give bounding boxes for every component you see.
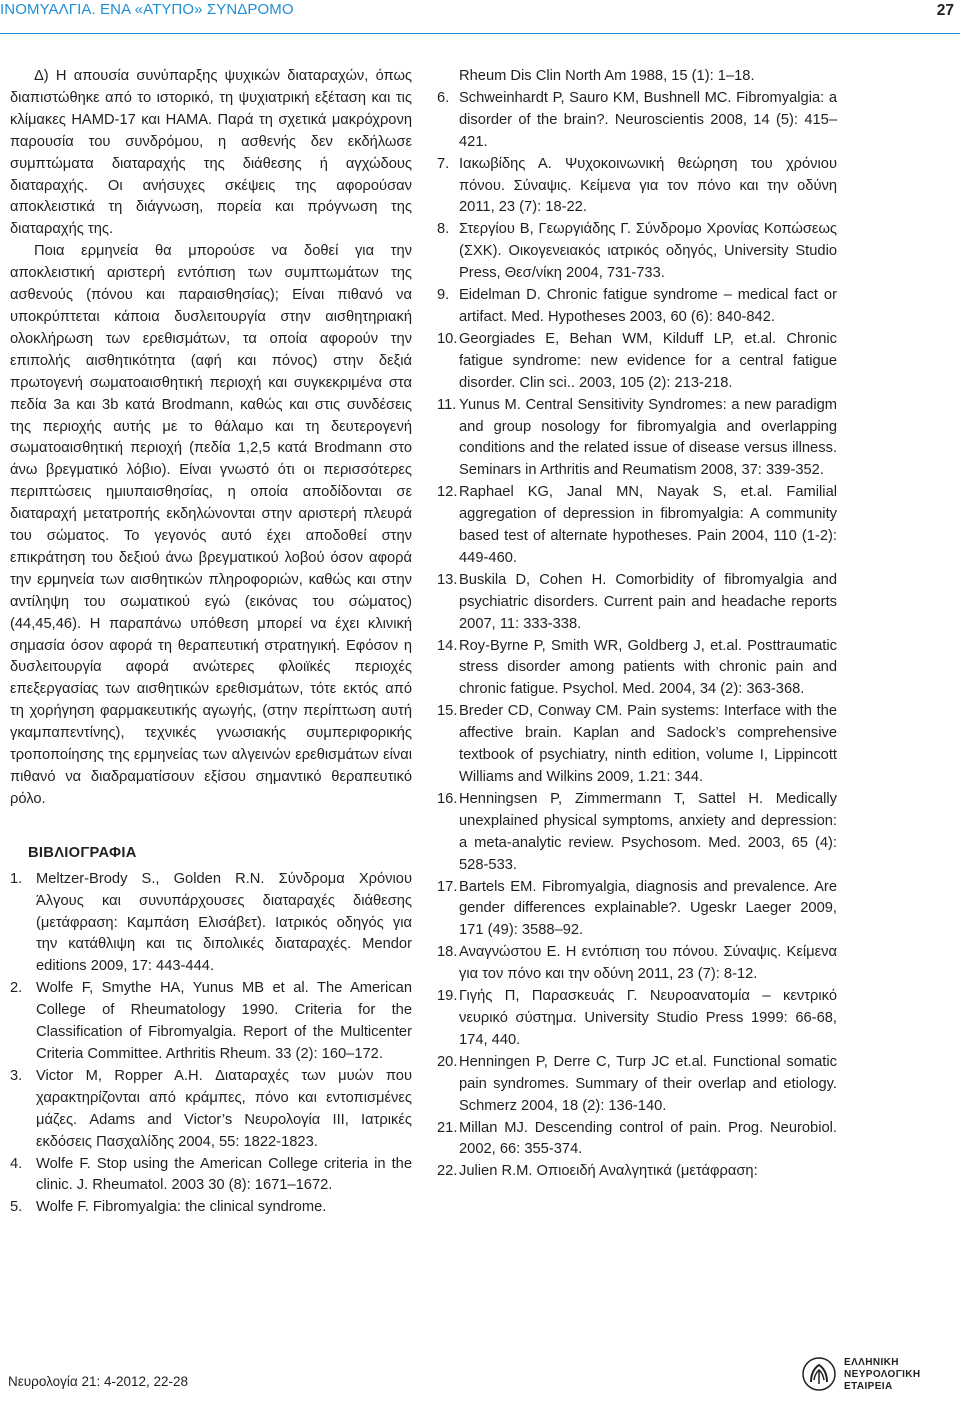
society-logo-icon (802, 1357, 836, 1391)
header-rule (0, 33, 960, 34)
footer-citation: Νευρολογία 21: 4-2012, 22-28 (8, 1374, 189, 1389)
running-title: ΙΝΟΜΥΑΛΓΙΑ. ΕΝΑ «ΑΤΥΠΟ» ΣΥΝΔΡΟΜΟ (0, 1, 294, 18)
reference-item (10, 1197, 412, 1219)
reference-number: 3. (10, 1067, 23, 1084)
reference-number: 17. (437, 878, 458, 895)
body-paragraph: Δ) Η απουσία συνύπαρξης ψυχικών διαταραχών, όπως διαπιστώθηκε από το ιστορικό, τη ψυχιατρική εξέταση και τις κλίμακες HAMD-17 και HAMA. Παρά τη σχετικά μακρόχρονη παρουσία του συνδρόμου, η ασθενής δεν εκδήλωσε συμπτώματα διαταραχής της διάθεσης ή αγχώδους διαταραχής. Οι ανήσυχες σκέψεις της αφορούσαν αποκλειστικά τη διάγνωση, πορεία και πρόγνωση της διαταραχής της. (10, 68, 412, 238)
running-header (0, 0, 960, 34)
reference-text: Raphael KG, Janal MN, Nayak S, et.al. Familial aggregation of depression in fibromyalgia: A community based test of alternate hypotheses. Pain 2004, 110 (1-2): 449-460. (459, 484, 837, 566)
reference-item (437, 570, 837, 636)
reference-text: Rheum Dis Clin North Am 1988, 15 (1): 1–18. (459, 68, 755, 84)
reference-item (10, 1154, 412, 1198)
reference-text: Wolfe F. Stop using the American College criteria in the clinic. J. Rheumatol. 2003 30 (8): 1671–1672. (36, 1155, 412, 1194)
body-paragraph: Ποια ερμηνεία θα μπορούσε να δοθεί για την αποκλειστική αριστερή εντόπιση των συμπτωμάτων της ασθενούς (πόνου και παραισθησίας); Είναι πιθανό να υποκρύπτεται κάποια δυσλειτουργία στην αισθητηριακή ολοκλήρωση των ερεθισμάτων, τα οποία αφορούν την επιπολής αισθητικότητα (αφή και πόνος) στην δεξιά πρωτογενή σωματοαισθητική περιοχή και συγκεκριμένα στα πεδία 3a και 3b κατά Brodmann, καθώς και στις συνδέσεις της περιοχής αυτής με το θάλαμο και τη δευτερογενή σωματοαισθητική περιοχή (πεδία 1,2,5 κατά Brodmann στο άνω βρεγματικό λόβιο). Είναι γνωστό ότι οι περισσότερες περιπτώσεις ημιυπαισθησίας, η οποία αποδίδονται σε διαταραχή μετατροπής εκδηλώνονται στην αριστερή πλευρά του σώματος. Το γεγονός αυτό έχει αποδοθεί στην επικράτηση του δεξιού άνω βρεγματικού λοβού όσον αφορά την ερμηνεία των αισθητικών πληροφοριών, καθώς και στην αντίληψη του σωματικού εγώ (εικόνας του σώματος) (44,45,46). Η παραπάνω υπόθεση μπορεί να έχει κλινική σημασία όσον αφορά τη θεραπευτική στρατηγική. Εφόσον η δυσλειτουργία αφορά ανώτερες φλοιϊκές περιοχές επεξεργασίας των αισθητικών ερεθισμάτων, τότε εκτός από τη χορήγηση φαρμακευτικής αγωγής, (στην περίπτωση αυτή γκαμπαπεντίνης), τεχνικές γνωσιακής συμπεριφορικής τροποποίησης της ερμηνείας των αλγεινών ερεθισμάτων είναι πιθανό να διαδραματίσουν εξίσου σημαντικό θεραπευτικό ρόλο. (10, 243, 412, 807)
reference-item (10, 978, 412, 1066)
reference-text: Henningen P, Derre C, Turp JC et.al. Functional somatic pain syndromes. Summary of their overlap and etiology. Schmerz 2004, 18 (2): 136-140. (459, 1053, 837, 1114)
reference-number: 13. (437, 571, 458, 588)
logo-line: ΝΕΥΡΟΛΟΓΙΚΗ (844, 1369, 921, 1380)
reference-item (437, 942, 837, 986)
reference-text: Wolfe F, Smythe HA, Yunus MB et al. The American College of Rheumatology 1990. Criteria for the Classification of Fibromyalgia. Report of the Multicenter Criteria Committee. Arthritis Rheum. 33 (2): 160–172. (36, 980, 412, 1062)
reference-text: Henningsen P, Zimmermann T, Sattel H. Medically unexplained physical symptoms, anxiety and depression: a meta-analytic review. Psychosom. Med. 2003, 65 (4): 528-533. (459, 790, 837, 873)
reference-list-right (437, 66, 837, 1183)
reference-item (10, 869, 412, 979)
reference-text: Bartels EM. Fibromyalgia, diagnosis and prevalence. Are gender differences explainable?. Ugeskr Laeger 2009, 171 (49): 3588–92. (459, 878, 837, 939)
reference-text: Roy-Byrne P, Smith WR, Goldberg J, et.al. Posttraumatic stress disorder among patients with chronic pain and chronic fatigue. Psychol. Med. 2004, 34 (2): 363-368. (459, 637, 837, 698)
reference-text: Αναγνώστου Ε. Η εντόπιση του πόνου. Σύναψις. Κείμενα για τον πόνο και την οδύνη 2011, 23 (7): 8-12. (459, 944, 837, 983)
reference-text: Yunus M. Central Sensitivity Syndromes: a new paradigm and group nosology for fibromyalgia and overlapping conditions and the related issue of disease versus illness. Seminars in Arthritis and Reumatism 2008, 37: 339-352. (459, 396, 837, 479)
reference-text: Γιγής Π, Παρασκευάς Γ. Νευροανατομία – κεντρικό νευρικό σύστημα. University Studio Press 1999: 66-68, 174, 440. (459, 988, 837, 1048)
reference-text: Eidelman D. Chronic fatigue syndrome – medical fact or artifact. Med. Hypotheses 2003, 60 (6): 840-842. (459, 287, 837, 325)
society-logo (802, 1353, 952, 1397)
reference-text: Buskila D, Cohen H. Comorbidity of fibromyalgia and psychiatric disorders. Current pain and headache reports 2007, 11: 333-338. (459, 571, 837, 632)
reference-item (437, 1161, 837, 1183)
reference-number: 15. (437, 703, 458, 720)
reference-item (437, 285, 837, 329)
reference-item (437, 789, 837, 877)
reference-text: Millan MJ. Descending control of pain. Prog. Neurobiol. 2002, 66: 355-374. (459, 1119, 837, 1158)
logo-line: ΕΤΑΙΡΕΙΑ (844, 1381, 893, 1392)
reference-number: 11. (437, 396, 457, 413)
reference-item (437, 701, 837, 789)
reference-item (437, 154, 837, 220)
logo-line: ΕΛΛΗΝΙΚΗ (844, 1357, 899, 1368)
reference-number: 16. (437, 790, 458, 807)
reference-item (437, 66, 837, 88)
reference-item (437, 877, 837, 943)
society-logo-text (844, 1357, 921, 1393)
reference-number: 6. (437, 89, 450, 106)
reference-number: 7. (437, 155, 450, 172)
page-number: 27 (936, 2, 954, 19)
reference-number: 2. (10, 980, 23, 997)
reference-item (437, 1052, 837, 1118)
reference-list-left (10, 869, 412, 1220)
reference-number: 8. (437, 221, 450, 238)
reference-number: 20. (437, 1053, 458, 1070)
right-column (437, 66, 837, 1183)
reference-item (437, 636, 837, 702)
reference-number: 1. (10, 870, 23, 887)
reference-item (437, 482, 837, 570)
reference-item (437, 219, 837, 285)
reference-item (437, 395, 837, 483)
reference-number: 14. (437, 637, 458, 654)
reference-number: 18. (437, 944, 458, 961)
reference-item (437, 1118, 837, 1162)
reference-number: 4. (10, 1155, 23, 1172)
reference-number: 12. (437, 484, 458, 501)
reference-text: Georgiades E, Behan WM, Kilduff LP, et.al. Chronic fatigue syndrome: new evidence for a central fatigue disorder. Clin sci.. 2003, 105 (2): 213-218. (459, 330, 837, 391)
reference-number: 22. (437, 1163, 458, 1180)
reference-item (437, 986, 837, 1052)
reference-text: Meltzer-Brody S., Golden R.N. Σύνδρομα Χρόνιου Άλγους και συνυπάρχουσες διαταραχές διάθεσης (μετάφραση: Καμπάση Ελισάβετ). Ιατρικός οδηγός για την κατάθλιψη και τις διπολικές διαταραχές. Mendor editions 2009, 17: 443-444. (36, 870, 412, 975)
reference-number: 9. (437, 287, 450, 304)
reference-number: 10. (437, 330, 458, 347)
reference-text: Wolfe F. Fibromyalgia: the clinical syndrome. (36, 1199, 327, 1216)
reference-item (10, 1066, 412, 1154)
reference-text: Victor M, Ropper A.H. Διαταραχές των μυών που χαρακτηρίζονται από κράμπες, πόνο και εντοπισμένες μάζες. Adams and Victor’s Νευρολογία ΙΙΙ, Ιατρικές εκδόσεις Πασχαλίδης 2004, 55: 1822-1823. (36, 1067, 412, 1150)
reference-number: 21. (437, 1119, 458, 1136)
reference-text: Breder CD, Conway CM. Pain systems: Interface with the affective brain. Kaplan and Sadock’s comprehensive textbook of psychiatry, ninth edition, volume I, Lippincott Williams and Wilkins 2009, 1.21: 344. (459, 703, 837, 785)
reference-number: 19. (437, 988, 458, 1005)
reference-text: Julien R.M. Οπιοειδή Αναλγητικά (μετάφραση: (459, 1163, 758, 1180)
reference-text: Ιακωβίδης Α. Ψυχοκοινωνική θεώρηση του χρόνιου πόνου. Σύναψις. Κείμενα για τον πόνο και την οδύνη 2011, 23 (7): 18-22. (459, 155, 837, 216)
reference-number: 5. (10, 1199, 23, 1216)
reference-item (437, 329, 837, 395)
reference-text: Στεργίου Β, Γεωργιάδης Γ. Σύνδρομο Χρονίας Κοπώσεως (ΣΧΚ). Οικογενειακός ιατρικός οδηγός, University Studio Press, Θεσ/νίκη 2004, 731-733. (459, 221, 837, 282)
left-column (10, 66, 412, 1219)
reference-item (437, 88, 837, 154)
bibliography-heading: ΒΙΒΛΙΟΓΡΑΦΙΑ (28, 844, 137, 861)
reference-text: Schweinhardt P, Sauro KM, Bushnell MC. Fibromyalgia: a disorder of the brain?. Neuroscientis 2008, 14 (5): 415–421. (459, 89, 837, 150)
